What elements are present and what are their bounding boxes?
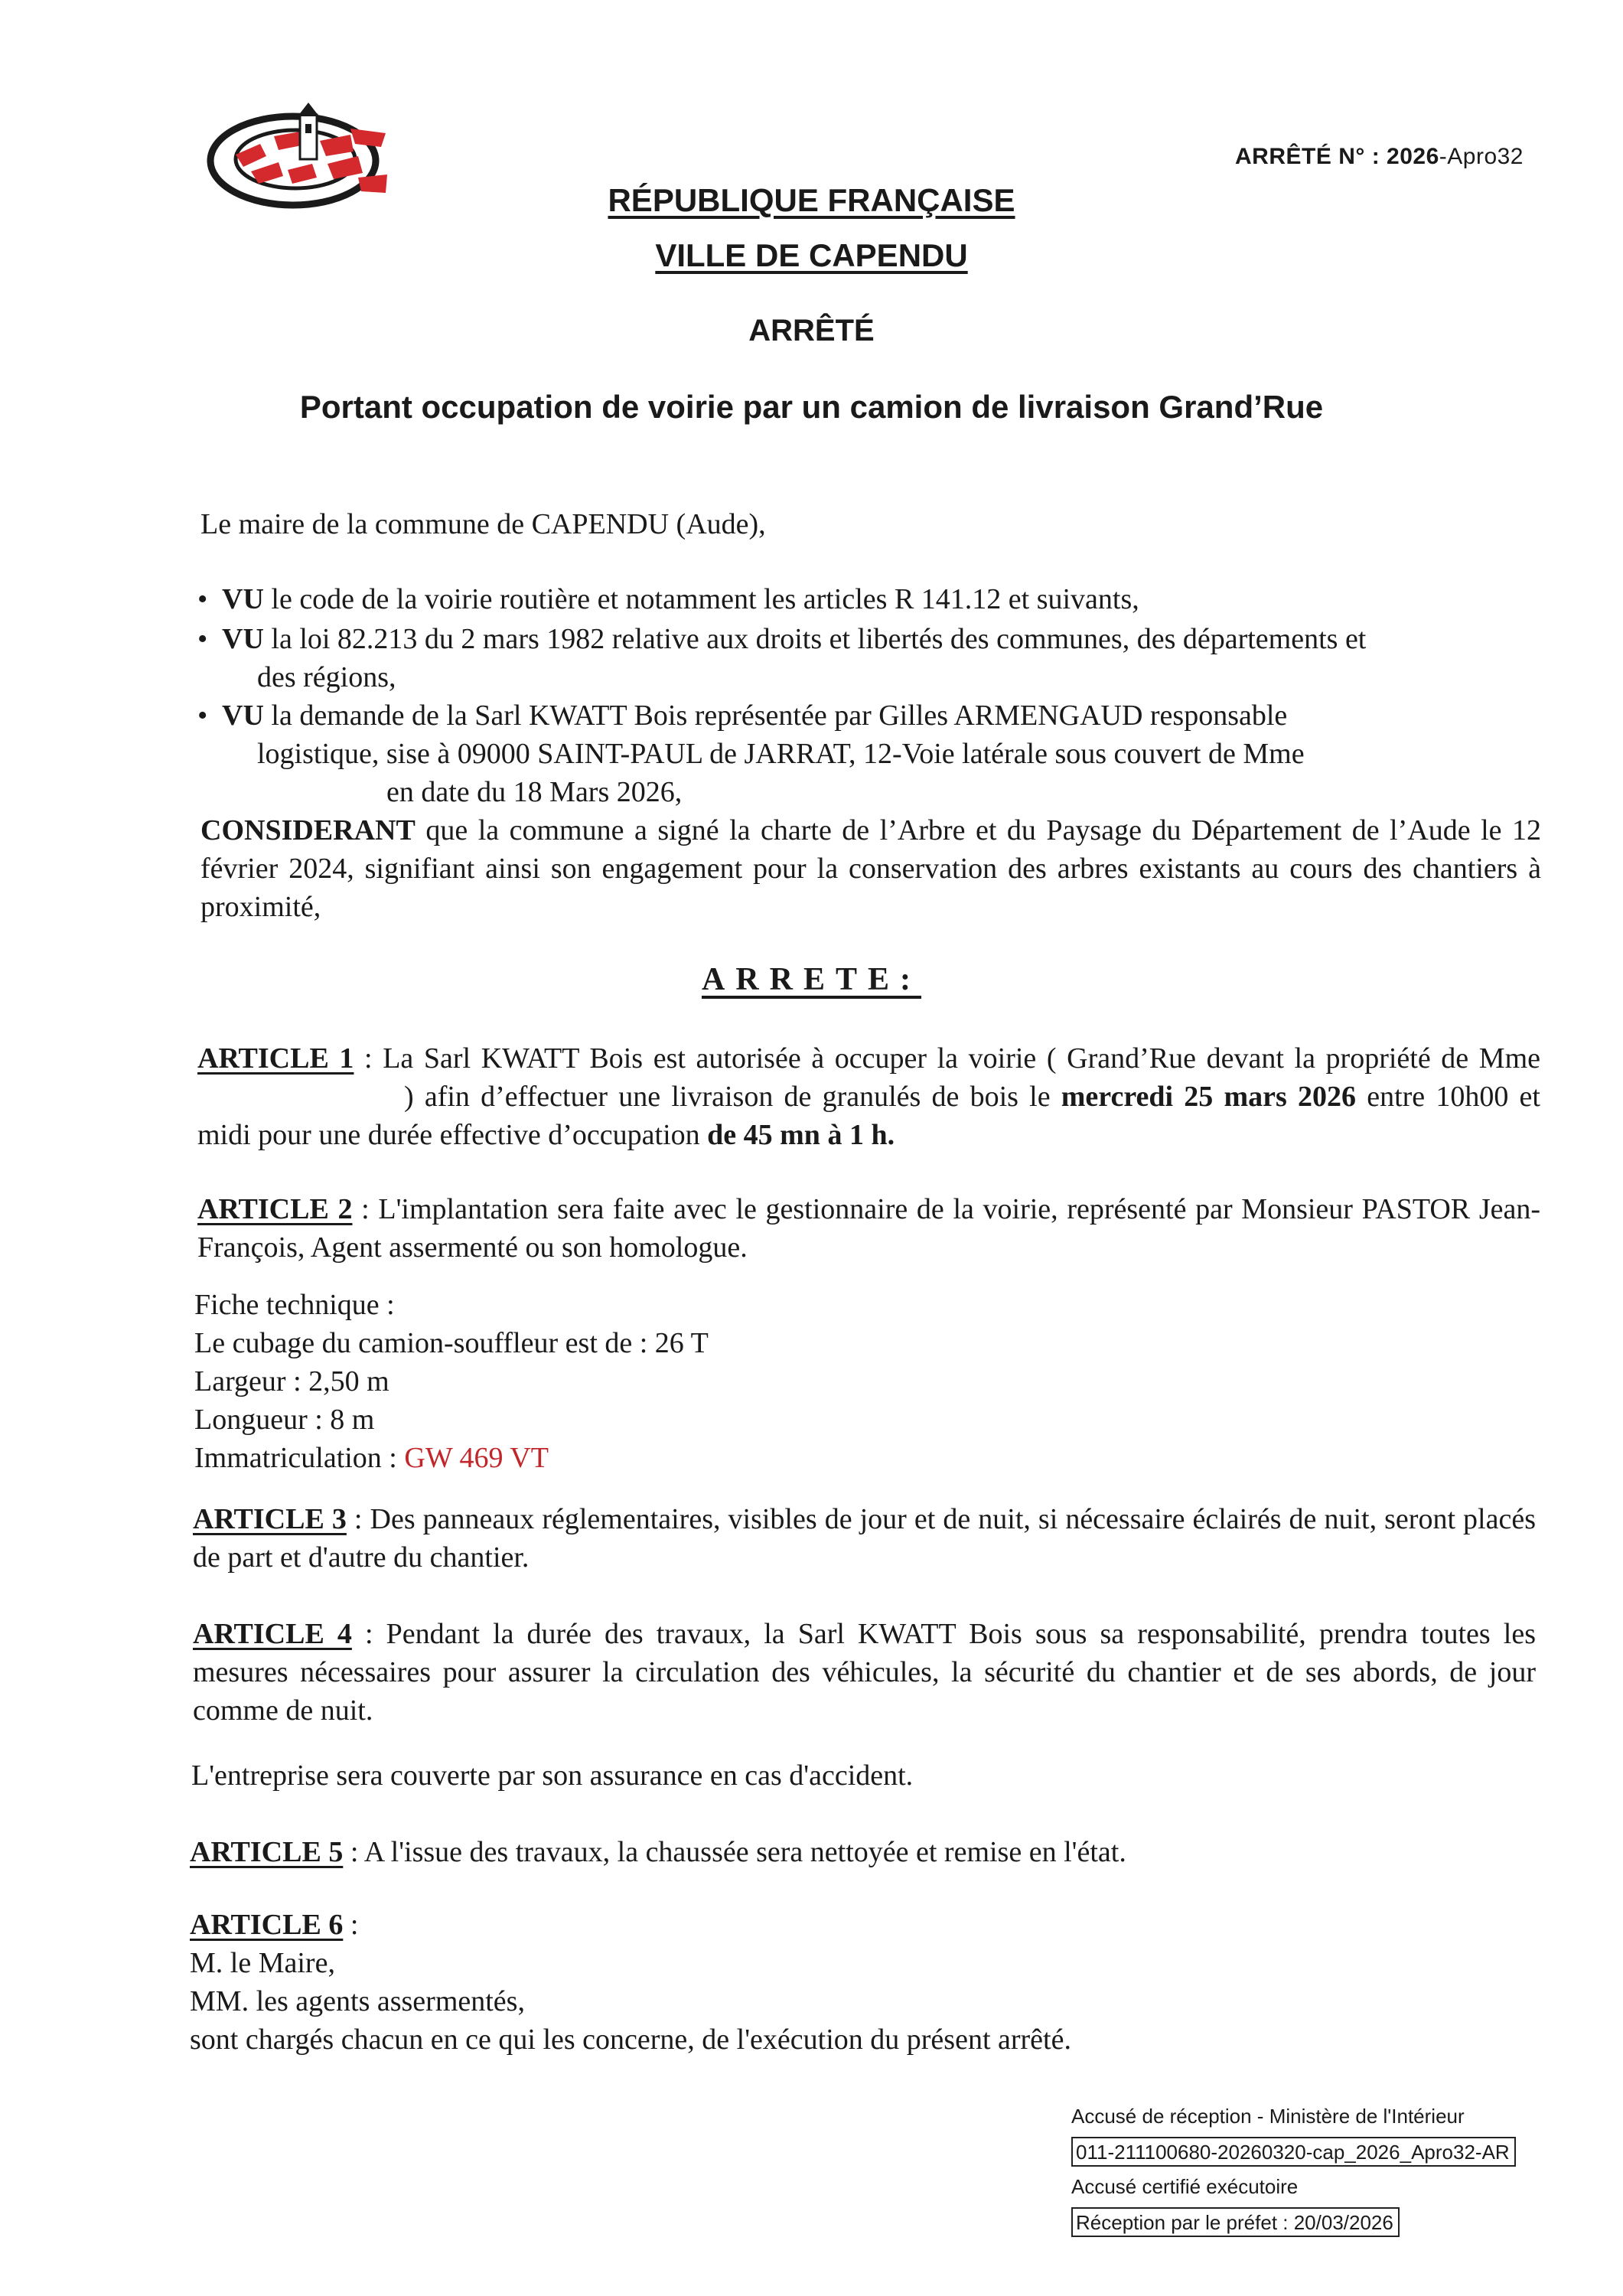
document-type: ARRÊTÉ	[748, 314, 875, 347]
article-label: ARTICLE 2	[197, 1193, 353, 1225]
arrete-heading	[0, 961, 1623, 998]
article-label: ARTICLE 1	[197, 1042, 354, 1075]
technical-sheet-title: Fiche technique :	[194, 1289, 395, 1321]
article-1	[197, 1039, 1540, 1154]
arrete-heading-text: ARRETE:	[701, 962, 922, 997]
receipt-title: Accusé de réception - Ministère de l'Intérieur	[1071, 2105, 1465, 2128]
visa-label: VU	[222, 700, 264, 732]
arrete-number-suffix: -Apro32	[1439, 144, 1524, 169]
article-text: Pendant la durée des travaux, la Sarl KWATT Bois sous sa responsabilité, prendra toutes les mesures nécessaires pour assurer la circulation des véhicules, la sécurité du chantier et de ses abords, de jour comme de nuit.	[193, 1618, 1536, 1727]
technical-sheet	[194, 1286, 709, 1477]
article-text: La Sarl KWATT Bois est autorisée à occuper la voirie ( Grand’Rue devant la propriété de Mme	[383, 1042, 1540, 1075]
article-label: ARTICLE 5	[190, 1836, 344, 1868]
truck-width: Largeur : 2,50 m	[194, 1365, 389, 1397]
visa-text: le code de la voirie routière et notamment les articles R 141.12 et suivants,	[271, 583, 1139, 615]
considerant-label: CONSIDERANT	[200, 814, 416, 846]
visa-text: la loi 82.213 du 2 mars 1982 relative aux droits et libertés des communes, des départements et	[271, 623, 1367, 655]
visa-item	[197, 580, 1540, 618]
registration-value: GW 469 VT	[404, 1442, 549, 1474]
request-date: en date du 18 Mars 2026,	[386, 776, 683, 808]
city-heading: VILLE DE CAPENDU	[655, 237, 968, 273]
article-separator: :	[343, 1836, 364, 1868]
visa-text-continued: logistique, sise à 09000 SAINT-PAUL de JARRAT, 12-Voie latérale sous couvert de Mme	[257, 738, 1305, 770]
receipt-reference: 011-211100680-20260320-cap_2026_Apro32-AR	[1071, 2137, 1516, 2167]
visa-item	[197, 620, 1540, 696]
visa-label: VU	[222, 583, 264, 615]
article-text: Des panneaux réglementaires, visibles de jour et de nuit, si nécessaire éclairés de nuit, seront placés de part et d'autre du chantier.	[193, 1503, 1536, 1574]
bullet-marker: •	[197, 583, 208, 615]
considerant-text: que la commune a signé la charte de l’Arbre et du Paysage du Département de l’Aude le 12 février 2024, signifiant ainsi son engagement pour la conservation des arbres existants au cours des chantiers à proximité,	[200, 814, 1542, 923]
article-separator: :	[352, 1193, 379, 1225]
article-text: entre 10h00 et midi pour une durée effective d’occupation	[197, 1081, 1540, 1151]
article-separator: :	[351, 1618, 386, 1650]
truck-length: Longueur : 8 m	[194, 1404, 375, 1436]
truck-registration	[194, 1439, 709, 1477]
redacted-name	[197, 1088, 404, 1110]
article-separator: :	[343, 1909, 359, 1941]
receipt-certified: Accusé certifié exécutoire	[1071, 2175, 1299, 2198]
visa-label: VU	[222, 623, 264, 655]
article-4	[193, 1615, 1536, 1730]
article-text: L'implantation sera faite avec le gestionnaire de la voirie, représenté par Monsieur PASTOR Jean-François, Agent assermenté ou son homologue.	[197, 1193, 1540, 1264]
visa-text-continued: des régions,	[257, 661, 396, 693]
article-2	[197, 1190, 1540, 1267]
bullet-marker: •	[197, 623, 208, 655]
article-label: ARTICLE 6	[190, 1909, 344, 1941]
insurance-note: L'entreprise sera couverte par son assurance en cas d'accident.	[191, 1760, 914, 1792]
visa-text: la demande de la Sarl KWATT Bois représentée par Gilles ARMENGAUD responsable	[271, 700, 1288, 732]
intro-line: Le maire de la commune de CAPENDU (Aude),	[200, 508, 766, 540]
visa-item	[197, 696, 1540, 773]
article-3	[193, 1500, 1536, 1577]
receipt-date: Réception par le préfet : 20/03/2026	[1071, 2207, 1400, 2237]
bullet-marker: •	[197, 700, 208, 732]
delivery-date: mercredi 25 mars 2026	[1061, 1081, 1356, 1113]
registration-label: Immatriculation :	[194, 1442, 405, 1474]
article-5	[190, 1833, 1533, 1871]
document-subject: Portant occupation de voirie par un camion de livraison Grand’Rue	[299, 389, 1324, 425]
article-separator: :	[346, 1503, 370, 1535]
article-text: A l'issue des travaux, la chaussée sera nettoyée et remise en l'état.	[363, 1836, 1126, 1868]
recipient-line: MM. les agents assermentés,	[190, 1985, 525, 2017]
truck-volume: Le cubage du camion-souffleur est de : 26 T	[194, 1327, 709, 1359]
republic-heading: RÉPUBLIQUE FRANÇAISE	[608, 182, 1015, 218]
arrete-number-prefix: ARRÊTÉ N° : 2026	[1235, 144, 1439, 169]
arrete-number	[1235, 144, 1524, 170]
recipient-line: sont chargés chacun en ce qui les concerne, de l'exécution du présent arrêté.	[190, 2024, 1071, 2056]
article-text: ) afin d’effectuer une livraison de granulés de bois le	[404, 1081, 1051, 1113]
article-label: ARTICLE 4	[193, 1618, 352, 1650]
article-label: ARTICLE 3	[193, 1503, 347, 1535]
prefecture-receipt-stamp	[1071, 2099, 1516, 2239]
article-separator: :	[354, 1042, 383, 1075]
article-6	[190, 1906, 1071, 2059]
recipient-line: M. le Maire,	[190, 1947, 335, 1979]
occupation-duration: de 45 mn à 1 h.	[707, 1119, 895, 1151]
considerant-paragraph	[200, 811, 1541, 926]
